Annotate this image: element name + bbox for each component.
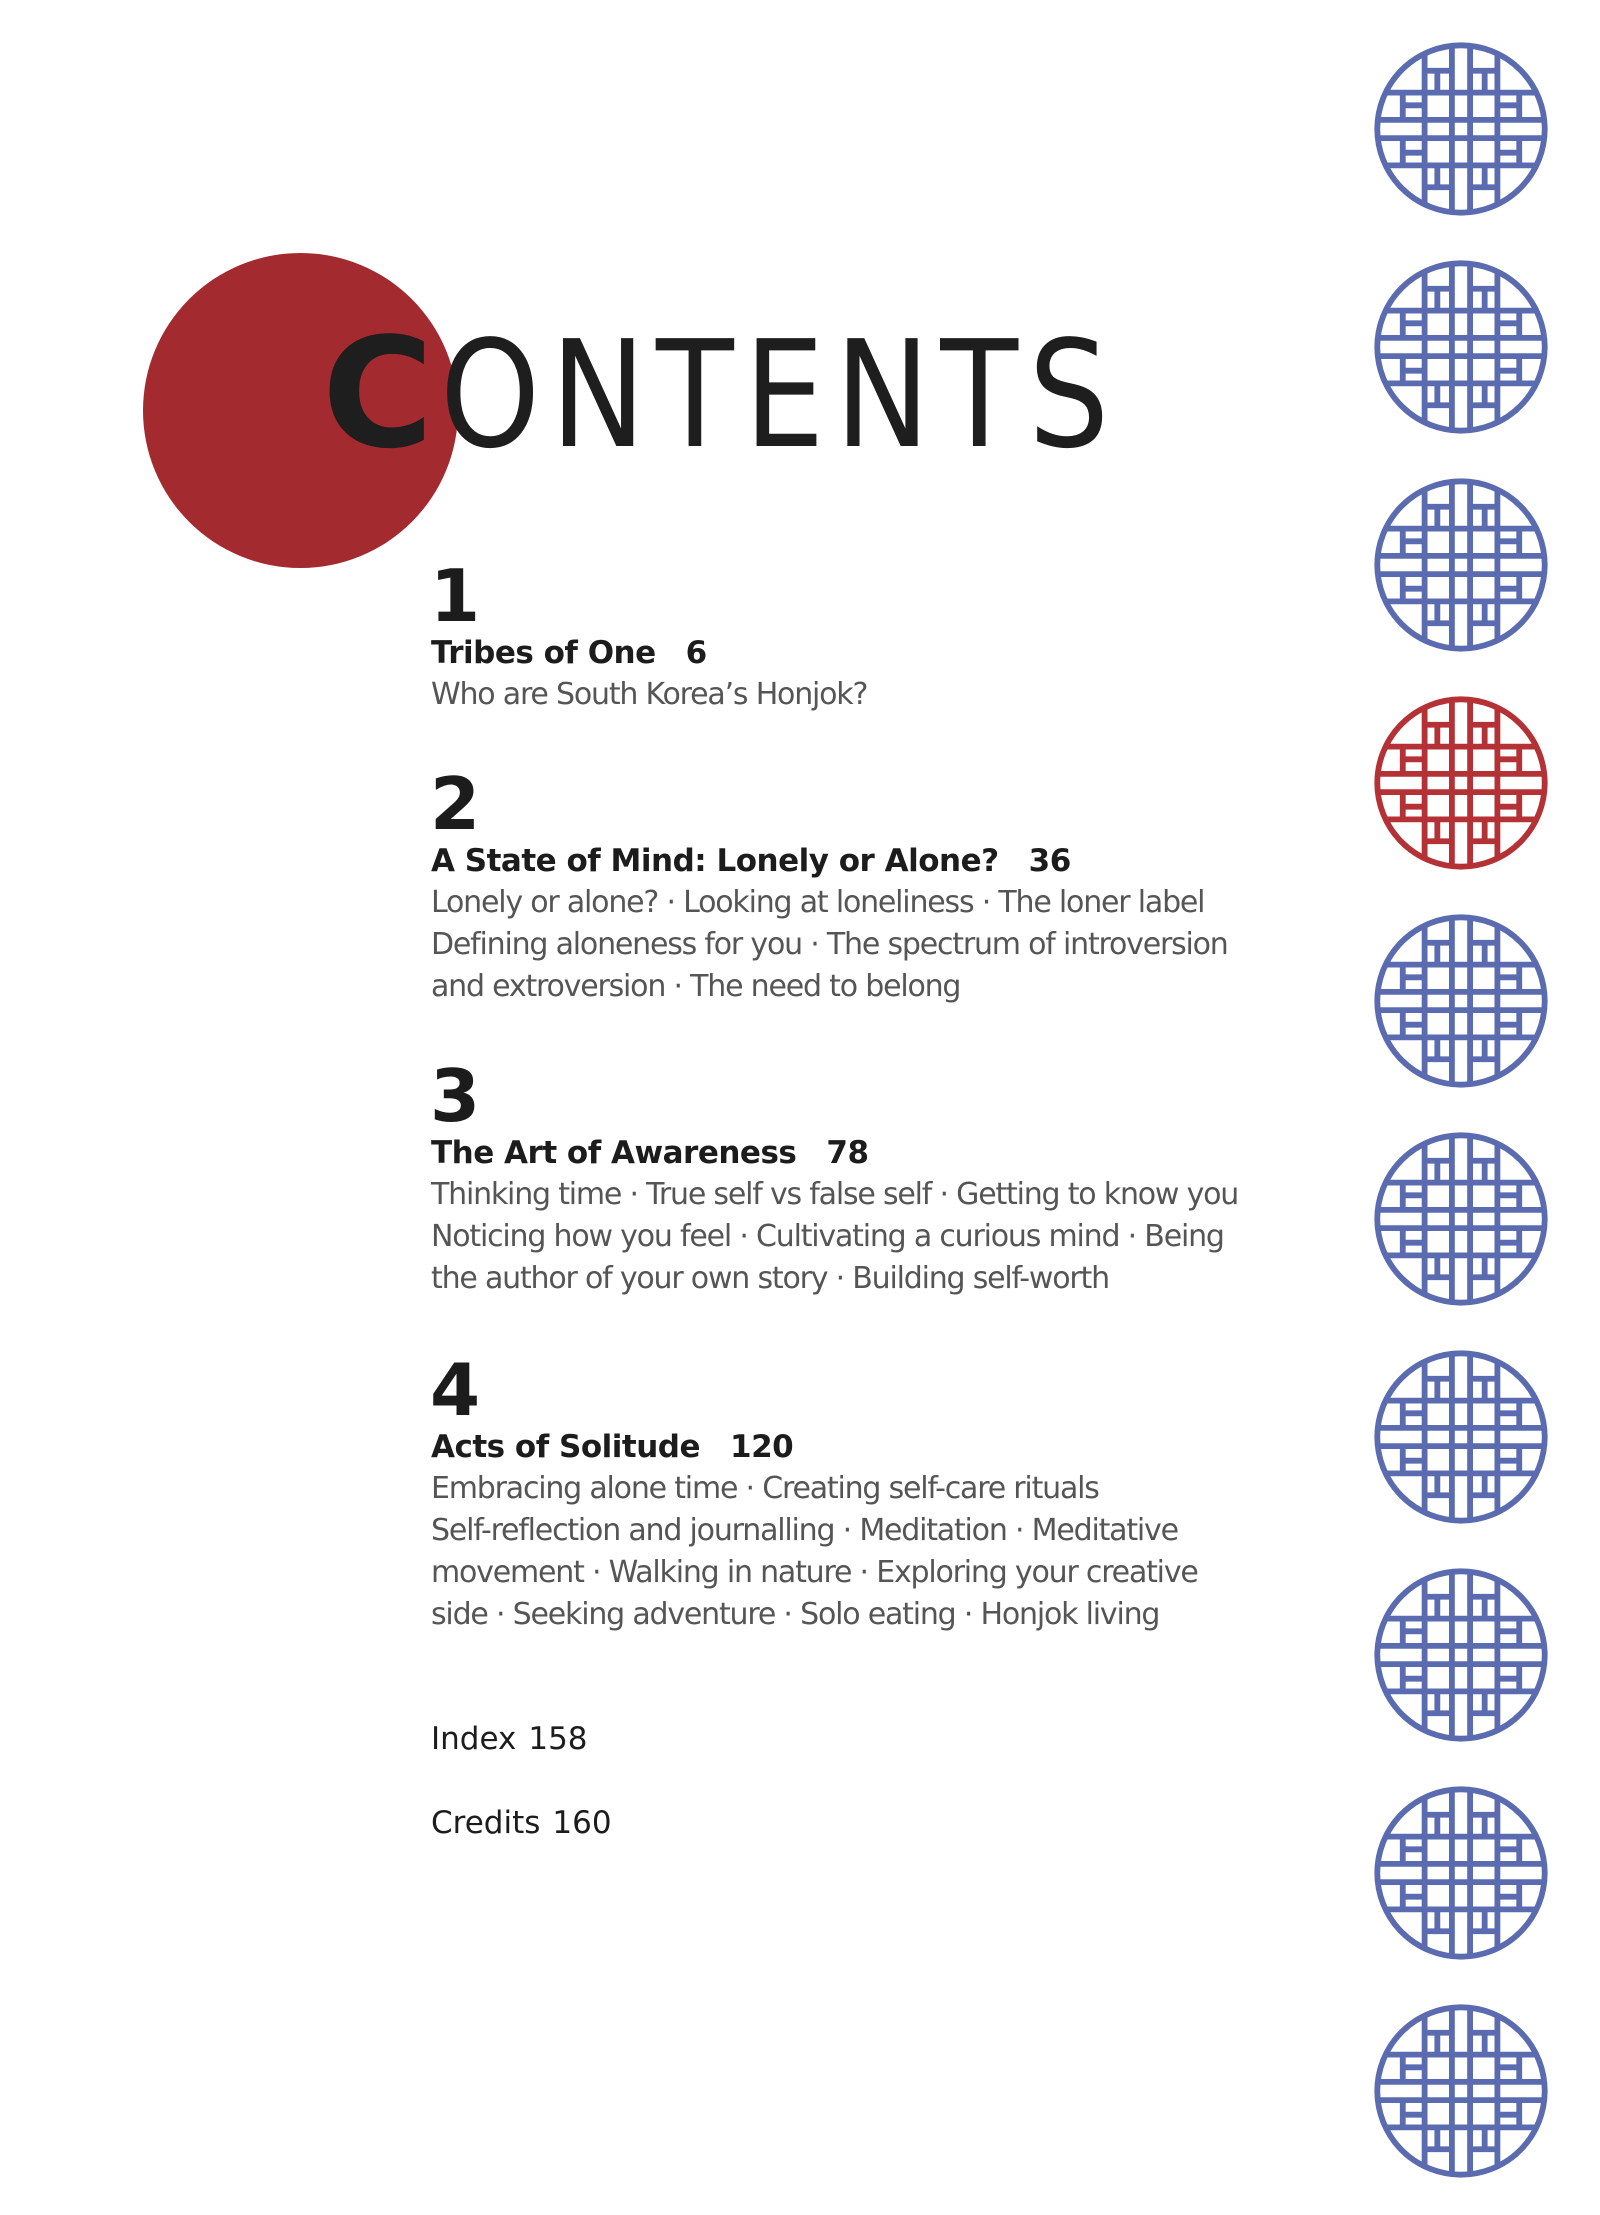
- lattice-window-icon: [1370, 1564, 1552, 1746]
- chapter-description-line: the author of your own story · Building self-worth: [431, 1261, 1109, 1296]
- lattice-window-icon-graphic: [1370, 1782, 1552, 1964]
- lattice-window-icon-graphic: [1370, 2000, 1552, 2182]
- chapter-4[interactable]: [430, 1348, 1198, 1636]
- lattice-window-icon-graphic: [1370, 1346, 1552, 1528]
- lattice-window-icon: [1370, 692, 1552, 874]
- credits-page-number: 160: [552, 1805, 612, 1841]
- chapter-description: [431, 882, 1228, 1008]
- chapter-page-number: 6: [685, 635, 707, 671]
- chapter-description: [431, 674, 867, 716]
- chapter-title-row: [431, 1132, 1238, 1174]
- chapter-title[interactable]: A State of Mind: Lonely or Alone?: [431, 843, 999, 879]
- chapter-number: 4: [430, 1348, 481, 1432]
- chapter-description-line: side · Seeking adventure · Solo eating · Honjok living: [431, 1597, 1160, 1632]
- chapter-description: [431, 1468, 1198, 1636]
- chapter-title[interactable]: Tribes of One: [431, 635, 656, 671]
- chapter-number: 3: [430, 1054, 481, 1138]
- chapter-description-line: and extroversion · The need to belong: [431, 969, 961, 1004]
- index-label: Index: [431, 1721, 517, 1757]
- lattice-window-icon-graphic: [1370, 38, 1552, 220]
- lattice-window-icon-graphic: [1370, 474, 1552, 656]
- chapter-description-line: Thinking time · True self vs false self · Getting to know you: [431, 1177, 1239, 1212]
- lattice-window-icon: [1370, 474, 1552, 656]
- chapter-title[interactable]: The Art of Awareness: [431, 1135, 797, 1171]
- chapter-title-row: [431, 1426, 1198, 1468]
- chapter-description: [431, 1174, 1238, 1300]
- chapter-description-line: Defining aloneness for you · The spectrum of introversion: [431, 927, 1228, 962]
- chapter-2[interactable]: [430, 762, 1228, 1008]
- chapter-title-row: [431, 840, 1228, 882]
- chapter-description-line: Noticing how you feel · Cultivating a curious mind · Being: [431, 1219, 1224, 1254]
- index-page-number: 158: [528, 1721, 588, 1757]
- lattice-window-icon-graphic: [1370, 1128, 1552, 1310]
- lattice-window-icon-graphic: [1370, 1564, 1552, 1746]
- chapter-page-number: 78: [826, 1135, 869, 1171]
- chapter-description-line: movement · Walking in nature · Exploring your creative: [431, 1555, 1198, 1590]
- lattice-window-icon: [1370, 2000, 1552, 2182]
- lattice-window-icon-graphic: [1370, 692, 1552, 874]
- chapter-title-row: [431, 632, 867, 674]
- lattice-window-icon: [1370, 910, 1552, 1092]
- chapter-title[interactable]: Acts of Solitude: [431, 1429, 700, 1465]
- chapter-description-line: Lonely or alone? · Looking at loneliness · The loner label: [431, 885, 1205, 920]
- chapter-description-line: Embracing alone time · Creating self-care rituals: [431, 1471, 1099, 1506]
- chapter-page-number: 36: [1028, 843, 1071, 879]
- index-entry[interactable]: [431, 1718, 612, 1760]
- chapter-1[interactable]: [430, 554, 868, 716]
- chapter-description-line: Who are South Korea’s Honjok?: [431, 677, 868, 712]
- page-title-rest: ONTENTS: [439, 309, 1120, 481]
- chapter-description-line: Self-reflection and journalling · Meditation · Meditative: [431, 1513, 1178, 1548]
- back-matter-list: [431, 1718, 612, 1844]
- page-title: [322, 305, 1230, 482]
- credits-entry[interactable]: [431, 1802, 612, 1844]
- chapter-3[interactable]: [430, 1054, 1239, 1300]
- credits-label: Credits: [431, 1805, 541, 1841]
- lattice-window-icon: [1370, 1128, 1552, 1310]
- chapter-number: 1: [430, 554, 481, 638]
- chapter-page-number: 120: [730, 1429, 794, 1465]
- lattice-window-icon-graphic: [1370, 256, 1552, 438]
- lattice-window-icon-graphic: [1370, 910, 1552, 1092]
- lattice-window-icon: [1370, 1782, 1552, 1964]
- page-title-first-letter: C: [322, 305, 440, 482]
- lattice-window-icon: [1370, 38, 1552, 220]
- lattice-window-icon: [1370, 1346, 1552, 1528]
- lattice-window-icon: [1370, 256, 1552, 438]
- chapter-number: 2: [430, 762, 481, 846]
